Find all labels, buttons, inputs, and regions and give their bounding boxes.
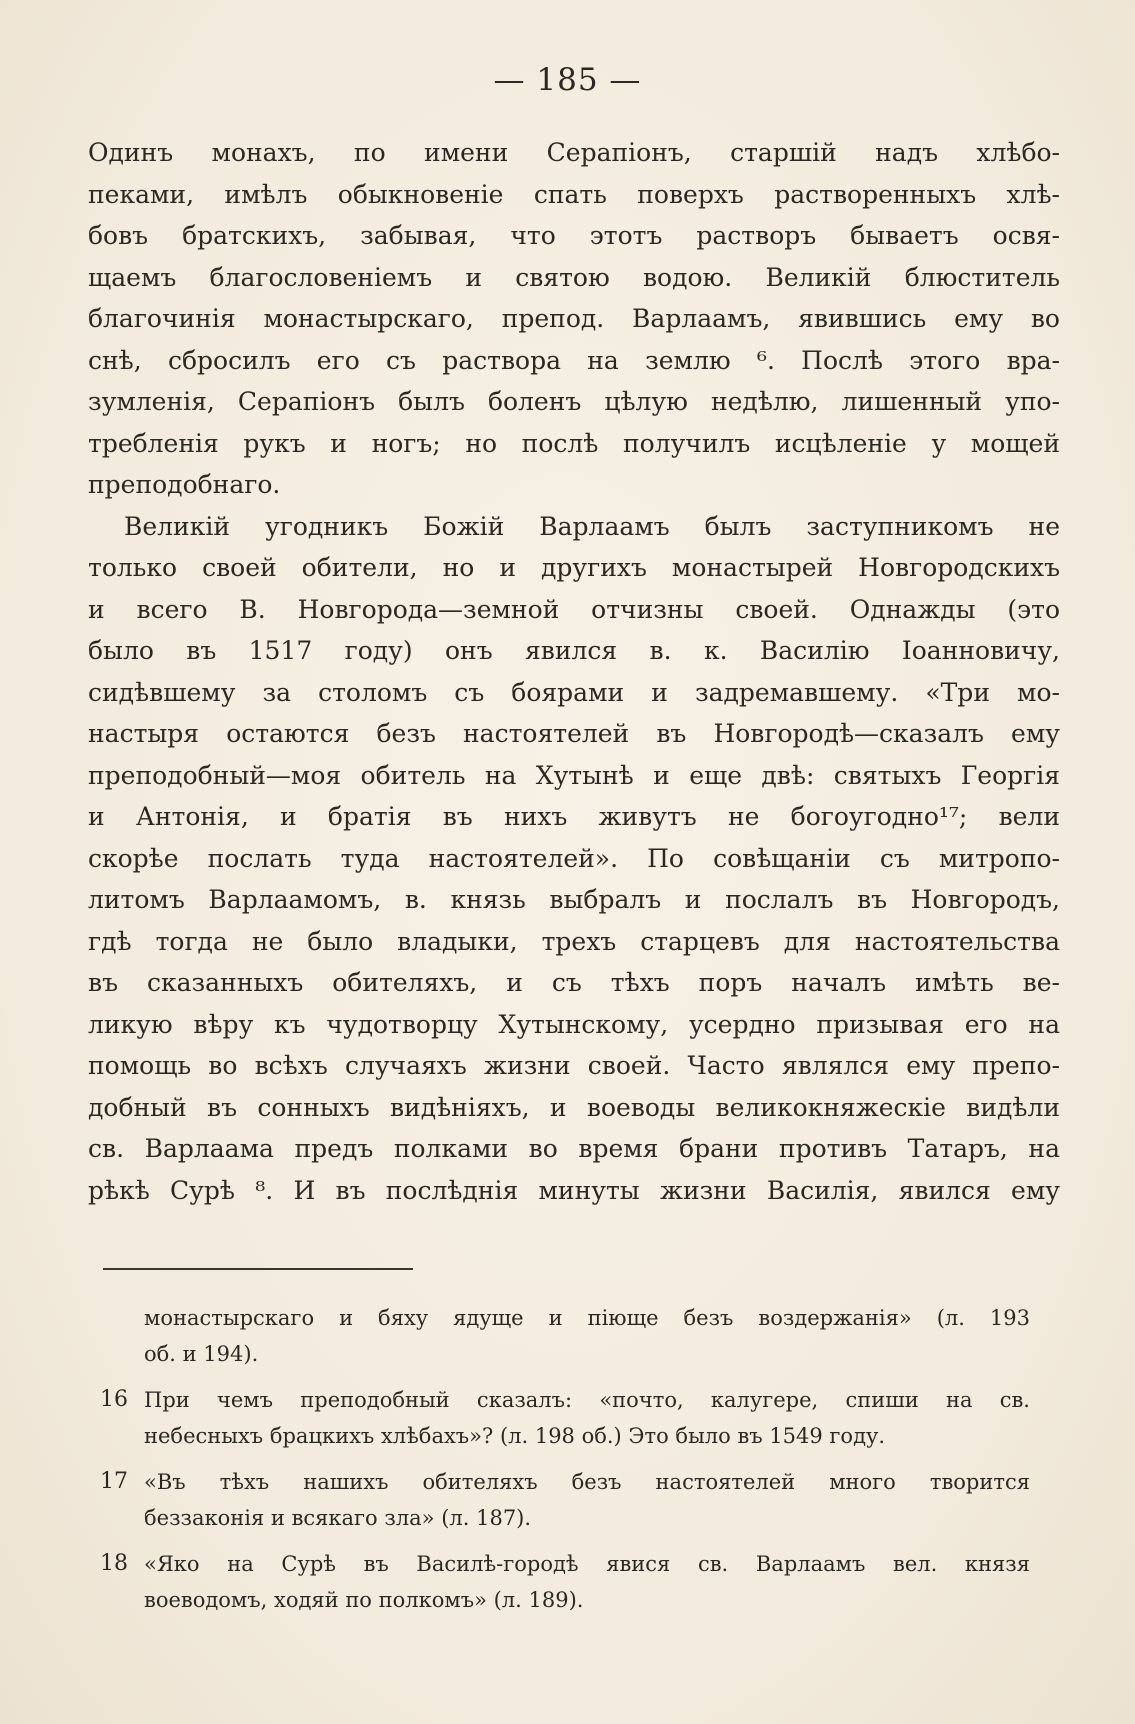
footnote-line: монастырскаго и бяху ядуще и піюще безъ воздержанія» (л. 193 xyxy=(144,1306,1030,1330)
text-line: было въ 1517 году) онъ явился в. к. Василію Іоанновичу, xyxy=(88,636,1060,665)
footnote-divider xyxy=(103,1268,413,1270)
footnote-line: «Въ тѣхъ нашихъ обителяхъ безъ настоятелей много творится xyxy=(144,1470,1030,1494)
text-line: Великій угодникъ Божій Варлаамъ былъ заступникомъ не xyxy=(124,511,1060,541)
text-line: рѣкѣ Сурѣ ⁸. И въ послѣднія минуты жизни Василія, явился ему xyxy=(88,1175,1060,1205)
text-line: снѣ, сбросилъ его съ раствора на землю ⁶. Послѣ этого вра- xyxy=(88,345,1060,375)
footnote-continuation xyxy=(100,1300,1030,1372)
text-line: благочинія монастырскаго, препод. Варлаамъ, явившись ему во xyxy=(88,304,1060,333)
footnote-18 xyxy=(100,1546,1030,1618)
footnotes xyxy=(100,1300,1030,1628)
text-line: бовъ братскихъ, забывая, что этотъ растворъ бываетъ освя- xyxy=(88,221,1060,250)
footnote-number: 16 xyxy=(100,1387,128,1412)
text-line: помощь во всѣхъ случаяхъ жизни своей. Часто являлся ему препо- xyxy=(88,1051,1060,1080)
footnote-17 xyxy=(100,1464,1030,1536)
text-line: щаемъ благословеніемъ и святою водою. Великій блюститель xyxy=(88,262,1060,292)
footnote-line: При чемъ преподобный сказалъ: «почто, калугере, спиши на св. xyxy=(144,1388,1030,1412)
text-line: и всего В. Новгорода—земной отчизны своей. Однажды (это xyxy=(88,594,1060,624)
footnote-number: 18 xyxy=(100,1551,128,1576)
footnote-line: «Яко на Сурѣ въ Василѣ-городѣ явися св. Варлаамъ вел. князя xyxy=(144,1552,1030,1576)
footnote-16 xyxy=(100,1382,1030,1454)
text-line: св. Варлаама предъ полками во время брани противъ Татаръ, на xyxy=(88,1134,1060,1163)
text-line: гдѣ тогда не было владыки, трехъ старцевъ для настоятельства xyxy=(88,926,1060,956)
text-line: въ сказанныхъ обителяхъ, и съ тѣхъ поръ началъ имѣть ве- xyxy=(88,968,1060,997)
text-line: настыря остаются безъ настоятелей въ Новгородѣ—сказалъ ему xyxy=(88,719,1060,748)
text-line: ликую вѣру къ чудотворцу Хутынскому, усердно призывая его на xyxy=(88,1009,1060,1039)
text-line: преподобный—моя обитель на Хутынѣ и еще двѣ: святыхъ Георгія xyxy=(88,760,1060,790)
footnote-line: небесныхъ брацкихъ хлѣбахъ»? (л. 198 об.) Это было въ 1549 году. xyxy=(144,1424,886,1448)
text-line: и Антонія, и братія въ нихъ живутъ не богоугодно¹⁷; вели xyxy=(88,802,1060,831)
footnote-line: беззаконія и всякаго зла» (л. 187). xyxy=(144,1506,532,1530)
text-line: только своей обители, но и другихъ монастырей Новгородскихъ xyxy=(88,553,1060,582)
text-line: зумленія, Серапіонъ былъ боленъ цѣлую недѣлю, лишенный упо- xyxy=(88,387,1060,416)
text-line: требленія рукъ и ногъ; но послѣ получилъ исцѣленіе у мощей xyxy=(88,428,1060,458)
footnote-line: об. и 194). xyxy=(144,1342,259,1366)
text-line: скорѣе послать туда настоятелей». По совѣщаніи съ митропо- xyxy=(88,843,1060,873)
text-line: Одинъ монахъ, по имени Серапіонъ, старшій надъ хлѣбо- xyxy=(88,138,1060,167)
footnote-line: воеводомъ, ходяй по полкомъ» (л. 189). xyxy=(144,1588,584,1612)
page-number: — 185 — xyxy=(493,62,642,98)
text-line: литомъ Варлаамомъ, в. князь выбралъ и послалъ въ Новгородъ, xyxy=(88,885,1060,914)
main-text xyxy=(88,132,1060,1211)
text-line: преподобнаго. xyxy=(88,470,281,499)
text-line: сидѣвшему за столомъ съ боярами и задремавшему. «Три мо- xyxy=(88,677,1060,707)
text-line: добный въ сонныхъ видѣніяхъ, и воеводы великокняжескіе видѣли xyxy=(88,1092,1060,1122)
text-line: пеками, имѣлъ обыкновеніе спать поверхъ растворенныхъ хлѣ- xyxy=(88,179,1060,209)
footnote-number: 17 xyxy=(100,1469,128,1494)
